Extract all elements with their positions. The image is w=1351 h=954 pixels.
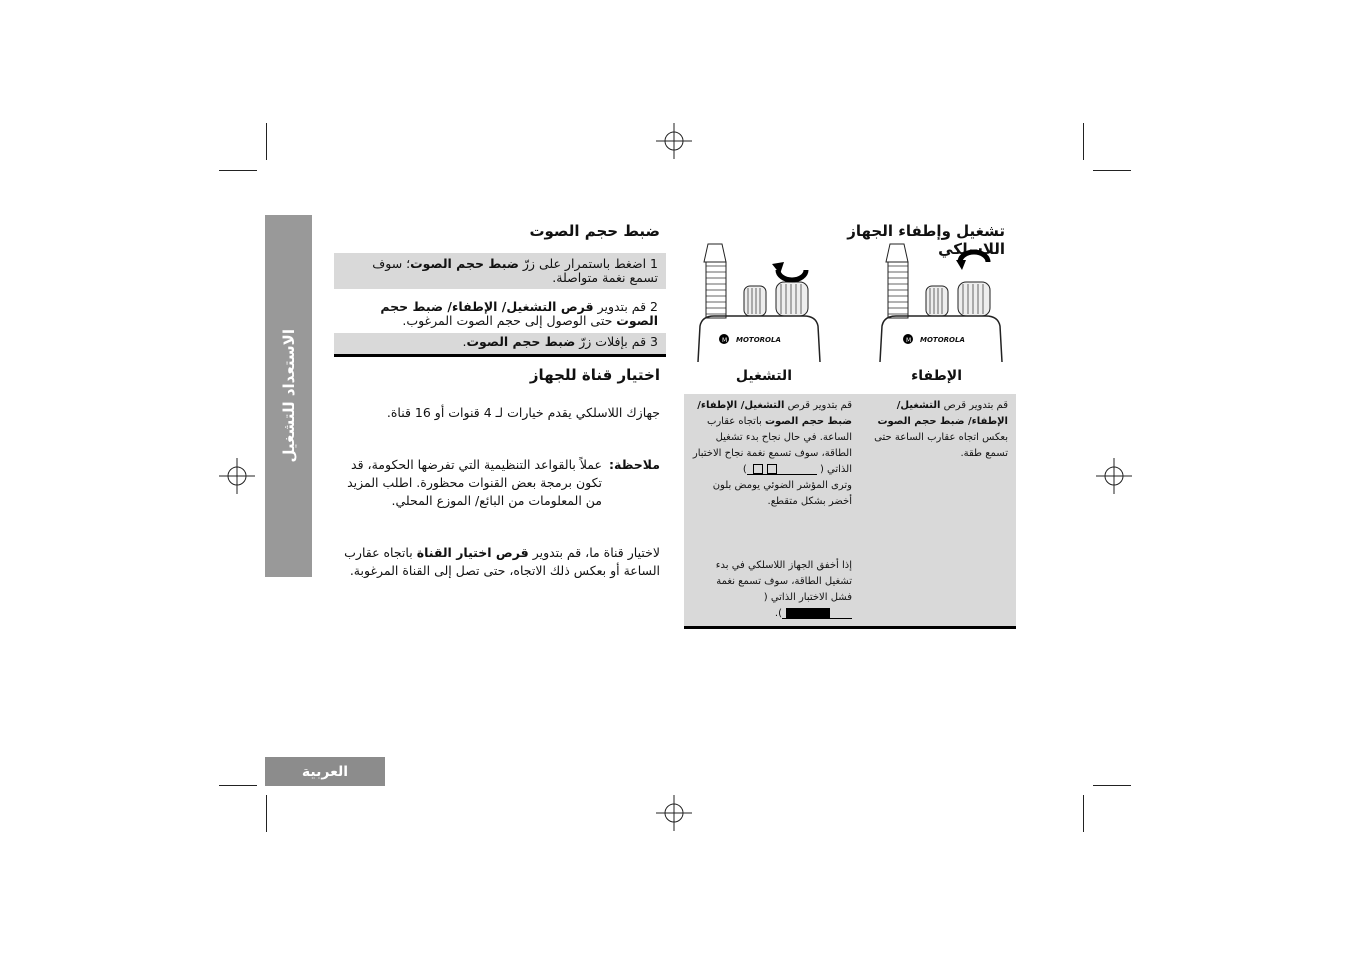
svg-text:M: M <box>722 337 728 344</box>
table-bottom-rule <box>684 626 1016 629</box>
registration-mark-icon <box>656 795 692 831</box>
note-text: عملاً بالقواعد التنظيمية التي تفرضها الحكومة، قد تكون برمجة بعض القنوات محظورة. اطلب المزيد من المعلومات من البائع/ الموزع المحلي. <box>347 457 602 508</box>
radio-on-illustration <box>694 242 824 362</box>
on-label: التشغيل <box>735 368 792 384</box>
power-section-title: تشغيل وإطفاء الجهاز اللاسلكي <box>847 222 1005 258</box>
success-tone-graphic <box>747 464 817 475</box>
off-label: الإطفاء <box>911 368 962 384</box>
section-side-tab <box>265 215 312 577</box>
side-tab-label: الاستعداد للتشغيل <box>279 329 298 463</box>
crop-mark <box>1083 795 1084 832</box>
crop-mark <box>1093 170 1131 171</box>
radio-off-illustration <box>876 242 1006 362</box>
channel-intro: جهازك اللاسلكي يقدم خيارات لـ 4 قنوات أو 16 قناة. <box>386 405 660 420</box>
volume-step-3: 3 قم بإفلات زرّ ضبط حجم الصوت. <box>334 333 666 354</box>
crop-mark <box>1093 785 1131 786</box>
registration-mark-icon <box>219 458 255 494</box>
channel-instructions: لاختيار قناة ما، قم بتدوير قرص اختيار القناة باتجاه عقارب الساعة أو بعكس ذلك الاتجاه، حتى تصل إلى القناة المرغوبة. <box>344 545 660 578</box>
fail-tone-graphic <box>782 608 852 619</box>
crop-mark <box>219 785 257 786</box>
svg-text:M: M <box>906 337 912 344</box>
fail-instructions: إذا أخفق الجهاز اللاسلكي في بدء تشغيل الطاقة، سوف تسمع نغمة فشل الاختبار الذاتي ( ). <box>715 560 852 619</box>
language-tab: العربية <box>265 757 385 786</box>
registration-mark-icon <box>1096 458 1132 494</box>
channel-section-title: اختيار قناة للجهاز <box>529 366 660 384</box>
crop-mark <box>1083 123 1084 160</box>
brand-label: MOTOROLA <box>920 336 965 344</box>
brand-label: MOTOROLA <box>736 336 781 344</box>
on-instructions: قم بتدوير قرص التشغيل/ الإطفاء/ ضبط حجم الصوت باتجاه عقارب الساعة. في حال نجاح بدء تشغيل الطاقة، سوف تسمع نغمة نجاح الاختبار الذاتي ( ) وترى المؤشر الضوئي يومض بلون أخضر بشكل متقطع. <box>692 400 852 507</box>
volume-step-2: 2 قم بتدوير قرص التشغيل/ الإطفاء/ ضبط حجم الصوت حتى الوصول إلى حجم الصوت المرغوب. <box>380 299 658 328</box>
crop-mark <box>219 170 257 171</box>
note-label: ملاحظة: <box>609 457 660 472</box>
volume-steps-rule <box>334 354 666 357</box>
volume-section-title: ضبط حجم الصوت <box>529 222 660 240</box>
crop-mark <box>266 795 267 832</box>
volume-step-1: 1 اضغط باستمرار على زرّ ضبط حجم الصوت؛ سوف تسمع نغمة متواصلة. <box>334 253 666 289</box>
registration-mark-icon <box>656 123 692 159</box>
off-instructions: قم بتدوير قرص التشغيل/ الإطفاء/ ضبط حجم الصوت بعكس اتجاه عقارب الساعة حتى تسمع طقة. <box>874 400 1008 459</box>
crop-mark <box>266 123 267 160</box>
